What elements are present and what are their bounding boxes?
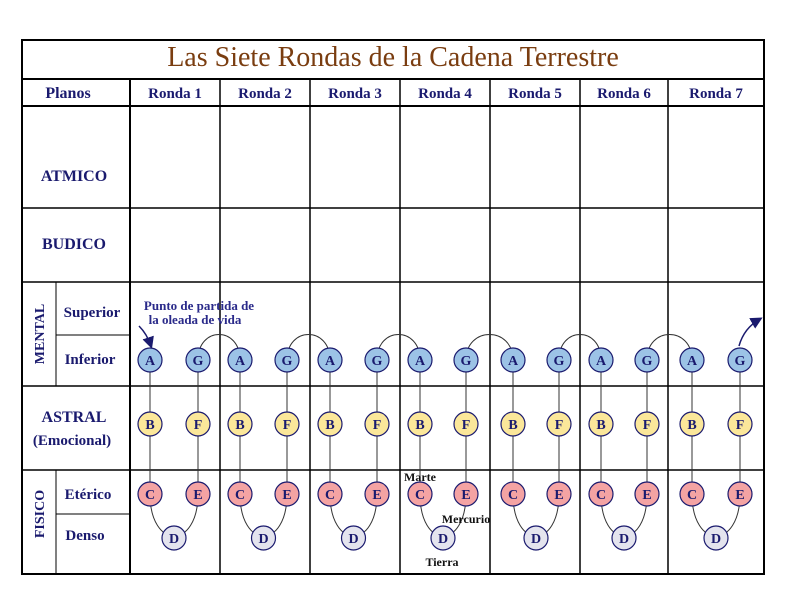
svg-text:E: E (193, 488, 203, 503)
round-header-6: Ronda 6 (597, 86, 651, 102)
globe-g-round-3 (365, 348, 389, 372)
svg-text:C: C (507, 488, 519, 503)
globe-g-round-1 (186, 348, 210, 372)
globe-b-round-4 (408, 412, 432, 436)
svg-text:B: B (508, 418, 518, 433)
globe-a-round-5 (501, 348, 525, 372)
globe-a-round-7 (680, 348, 704, 372)
globe-a-round-6 (589, 348, 613, 372)
globe-f-round-5 (547, 412, 571, 436)
round-header-5: Ronda 5 (508, 86, 562, 102)
svg-text:A: A (414, 354, 426, 369)
svg-text:E: E (554, 488, 564, 503)
globe-b-round-2 (228, 412, 252, 436)
svg-text:G: G (281, 354, 293, 369)
globe-c-round-5 (501, 482, 525, 506)
label-tierra: Tierra (425, 555, 459, 569)
start-arrow (139, 326, 151, 346)
globe-e-round-2 (275, 482, 299, 506)
globe-d-round-1 (162, 526, 186, 550)
svg-text:D: D (258, 532, 269, 547)
globe-e-round-7 (728, 482, 752, 506)
svg-text:C: C (324, 488, 336, 503)
svg-text:G: G (192, 354, 204, 369)
globe-g-round-2 (275, 348, 299, 372)
globe-d-round-5 (524, 526, 548, 550)
round-header-2: Ronda 2 (238, 86, 292, 102)
svg-text:F: F (554, 418, 564, 433)
globe-d-round-2 (252, 526, 276, 550)
globe-c-round-1 (138, 482, 162, 506)
plane-mental-superior: Superior (63, 305, 121, 321)
globe-f-round-1 (186, 412, 210, 436)
svg-text:C: C (144, 488, 156, 503)
globe-b-round-1 (138, 412, 162, 436)
globe-d-round-4 (431, 526, 455, 550)
svg-text:B: B (415, 418, 425, 433)
globe-c-round-4 (408, 482, 432, 506)
globe-f-round-2 (275, 412, 299, 436)
svg-text:D: D (530, 532, 542, 547)
start-point-line2: la oleada de vida (148, 312, 242, 327)
plane-astral: ASTRAL (41, 409, 107, 426)
exit-arrow (739, 319, 760, 346)
svg-text:D: D (437, 532, 449, 547)
svg-text:C: C (234, 488, 246, 503)
globe-c-round-6 (589, 482, 613, 506)
svg-text:G: G (460, 354, 472, 369)
svg-text:F: F (735, 418, 745, 433)
plane-astral-sub: (Emocional) (32, 433, 112, 449)
globe-a-round-2 (228, 348, 252, 372)
globe-d-round-7 (704, 526, 728, 550)
svg-text:C: C (686, 488, 698, 503)
plane-atmico: ATMICO (40, 168, 108, 185)
plane-budico: BUDICO (41, 236, 107, 253)
round-header-7: Ronda 7 (689, 86, 743, 102)
globe-f-round-6 (635, 412, 659, 436)
globe-c-round-2 (228, 482, 252, 506)
svg-text:G: G (371, 354, 383, 369)
globe-b-round-5 (501, 412, 525, 436)
svg-text:E: E (735, 488, 745, 503)
globe-a-round-1 (138, 348, 162, 372)
svg-text:D: D (168, 532, 180, 547)
plane-mental: MENTAL (33, 303, 48, 365)
globe-g-round-5 (547, 348, 571, 372)
svg-text:D: D (710, 532, 722, 547)
svg-text:A: A (324, 354, 336, 369)
svg-text:E: E (282, 488, 292, 503)
svg-text:E: E (642, 488, 652, 503)
globe-b-round-3 (318, 412, 342, 436)
svg-text:A: A (686, 354, 698, 369)
globe-f-round-4 (454, 412, 478, 436)
svg-text:F: F (193, 418, 203, 433)
svg-text:F: F (642, 418, 652, 433)
globe-e-round-4 (454, 482, 478, 506)
svg-text:G: G (641, 354, 653, 369)
svg-text:F: F (282, 418, 292, 433)
globe-e-round-1 (186, 482, 210, 506)
svg-text:B: B (145, 418, 155, 433)
svg-text:F: F (461, 418, 471, 433)
start-point-line1: Punto de partida de (143, 298, 255, 313)
label-marte: Marte (404, 470, 436, 484)
svg-text:G: G (734, 354, 746, 369)
svg-text:B: B (235, 418, 245, 433)
round-header-4: Ronda 4 (418, 86, 472, 102)
globe-g-round-7 (728, 348, 752, 372)
svg-text:E: E (461, 488, 471, 503)
globe-d-round-3 (342, 526, 366, 550)
svg-text:A: A (234, 354, 246, 369)
plane-fisico-denso: Denso (65, 528, 105, 544)
globe-a-round-3 (318, 348, 342, 372)
globe-e-round-5 (547, 482, 571, 506)
svg-text:G: G (553, 354, 565, 369)
globe-c-round-3 (318, 482, 342, 506)
svg-text:A: A (144, 354, 156, 369)
round-header-3: Ronda 3 (328, 86, 382, 102)
globe-g-round-4 (454, 348, 478, 372)
label-mercurio: Mercurio (441, 512, 491, 526)
svg-text:A: A (595, 354, 607, 369)
globe-e-round-3 (365, 482, 389, 506)
globe-b-round-7 (680, 412, 704, 436)
svg-text:F: F (372, 418, 382, 433)
svg-text:B: B (687, 418, 697, 433)
plane-fisico: FISICO (33, 489, 48, 539)
svg-text:D: D (618, 532, 630, 547)
globe-b-round-6 (589, 412, 613, 436)
globe-e-round-6 (635, 482, 659, 506)
svg-text:B: B (325, 418, 335, 433)
diagram-title: Las Siete Rondas de la Cadena Terrestre (167, 42, 619, 73)
svg-text:B: B (596, 418, 606, 433)
svg-text:E: E (372, 488, 382, 503)
globe-c-round-7 (680, 482, 704, 506)
svg-text:C: C (414, 488, 426, 503)
round-header-1: Ronda 1 (148, 86, 202, 102)
globe-g-round-6 (635, 348, 659, 372)
globe-f-round-3 (365, 412, 389, 436)
svg-text:D: D (348, 532, 359, 547)
globe-a-round-4 (408, 348, 432, 372)
svg-text:A: A (507, 354, 519, 369)
globe-f-round-7 (728, 412, 752, 436)
svg-text:C: C (595, 488, 607, 503)
planes-header: Planos (45, 85, 91, 102)
globe-d-round-6 (612, 526, 636, 550)
plane-fisico-eterico: Etérico (64, 487, 112, 503)
round-headers (148, 86, 743, 102)
plane-mental-inferior: Inferior (64, 352, 116, 368)
